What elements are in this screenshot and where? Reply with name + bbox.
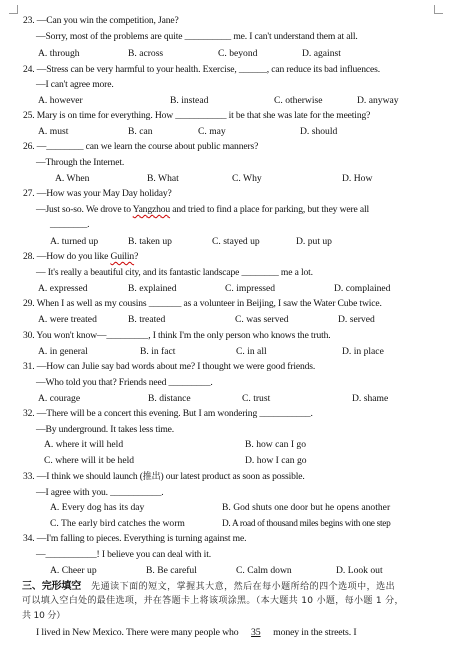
question-27-stem: 27. —How was your May Day holiday? bbox=[23, 188, 172, 199]
q32-option-b[interactable]: B. how can I go bbox=[245, 439, 307, 450]
q29-option-d[interactable]: D. served bbox=[338, 314, 375, 325]
q24-option-c[interactable]: C. otherwise bbox=[274, 95, 323, 106]
place-name-yangzhou: Yangzhou bbox=[132, 204, 171, 215]
q24-option-b[interactable]: B. instead bbox=[170, 95, 209, 106]
q27-option-a[interactable]: A. turned up bbox=[50, 236, 99, 247]
q26-option-b[interactable]: B. What bbox=[147, 173, 179, 184]
q33-option-d[interactable]: D. A road of thousand miles begins with one step bbox=[222, 519, 391, 529]
section-3-instruction-2: 可以填入空白处的最佳选项，并在答题卡上将该项涂黑。（本大题共 10 小题，每小题 1 分， bbox=[22, 596, 404, 606]
q32-option-c[interactable]: C. where will it be held bbox=[44, 455, 135, 466]
q33-option-a[interactable]: A. Every dog has its day bbox=[50, 502, 145, 513]
q26-option-d[interactable]: D. How bbox=[342, 173, 373, 184]
question-31-stem: 31. —How can Julie say bad words about me? I thought we were good friends. bbox=[23, 361, 316, 372]
question-31-reply: —Who told you that? Friends need _________. bbox=[36, 377, 213, 388]
q27-option-b[interactable]: B. taken up bbox=[128, 236, 172, 247]
q26-option-c[interactable]: C. Why bbox=[232, 173, 262, 184]
q31-option-b[interactable]: B. distance bbox=[148, 393, 191, 404]
q32-option-a[interactable]: A. where it will held bbox=[44, 439, 124, 450]
q30-option-c[interactable]: C. in all bbox=[236, 346, 267, 357]
q26-option-a[interactable]: A. When bbox=[55, 173, 90, 184]
q27-option-d[interactable]: D. put up bbox=[296, 236, 332, 247]
question-24-reply: —I can't agree more. bbox=[36, 79, 114, 90]
question-26-reply: —Through the Internet. bbox=[36, 157, 125, 168]
question-34-stem: 34. —I'm falling to pieces. Everything is turning against me. bbox=[23, 533, 247, 544]
question-25-stem: 25. Mary is on time for everything. How ___________ it be that she was late for the meeting? bbox=[23, 110, 371, 121]
question-28-reply: — It's really a beautiful city, and its fantastic landscape ________ me a lot. bbox=[36, 267, 313, 278]
q29-option-a[interactable]: A. were treated bbox=[38, 314, 97, 325]
question-24-stem: 24. —Stress can be very harmful to your health. Exercise, ______, can reduce its bad influences. bbox=[23, 64, 380, 75]
q32-option-d[interactable]: D. how I can go bbox=[245, 455, 307, 466]
question-23-stem: 23. —Can you win the competition, Jane? bbox=[23, 15, 179, 26]
q28-option-a[interactable]: A. expressed bbox=[38, 283, 88, 294]
section-3-header bbox=[22, 580, 395, 594]
q28-option-d[interactable]: D. complained bbox=[334, 283, 391, 294]
crop-mark-right bbox=[434, 5, 443, 14]
q23-option-d[interactable]: D. against bbox=[302, 48, 341, 59]
q24-option-d[interactable]: D. anyway bbox=[357, 95, 399, 106]
question-32-stem: 32. —There will be a concert this evening. But I am wondering ___________. bbox=[23, 408, 313, 419]
question-23-reply: —Sorry, most of the problems are quite __________ me. I can't understand them at all. bbox=[36, 31, 358, 42]
q30-option-a[interactable]: A. in general bbox=[38, 346, 88, 357]
q31-option-d[interactable]: D. shame bbox=[352, 393, 389, 404]
q24-option-a[interactable]: A. however bbox=[38, 95, 83, 106]
q25-option-d[interactable]: D. should bbox=[300, 126, 338, 137]
q34-option-d[interactable]: D. Look out bbox=[336, 565, 383, 576]
question-28-stem: 28. —How do you like Guilin? bbox=[23, 251, 139, 262]
q25-option-b[interactable]: B. can bbox=[128, 126, 153, 137]
q31-option-c[interactable]: C. trust bbox=[242, 393, 271, 404]
q34-option-c[interactable]: C. Calm down bbox=[236, 565, 292, 576]
q25-option-a[interactable]: A. must bbox=[38, 126, 69, 137]
q33-option-c[interactable]: C. The early bird catches the worm bbox=[50, 518, 185, 529]
q30-option-d[interactable]: D. in place bbox=[342, 346, 384, 357]
q23-option-c[interactable]: C. beyond bbox=[218, 48, 258, 59]
question-26-stem: 26. —________ can we learn the course about public manners? bbox=[23, 141, 259, 152]
q27-option-c[interactable]: C. stayed up bbox=[212, 236, 260, 247]
question-27-reply-cont: ________. bbox=[50, 219, 90, 230]
q29-option-b[interactable]: B. treated bbox=[128, 314, 166, 325]
question-32-reply: —By underground. It takes less time. bbox=[36, 424, 175, 435]
q25-option-c[interactable]: C. may bbox=[198, 126, 226, 137]
q23-option-a[interactable]: A. through bbox=[38, 48, 80, 59]
q33-option-b[interactable]: B. God shuts one door but he opens another bbox=[222, 502, 391, 513]
q28-option-b[interactable]: B. explained bbox=[128, 283, 177, 294]
passage-line-1: I lived in New Mexico. There were many people who 35 money in the streets. I bbox=[36, 627, 357, 638]
section-3-title: 三、完形填空 bbox=[22, 581, 82, 592]
q23-option-b[interactable]: B. across bbox=[128, 48, 164, 59]
section-3-instruction-3: 共 10 分） bbox=[22, 611, 66, 621]
q31-option-a[interactable]: A. courage bbox=[38, 393, 81, 404]
q28-option-c[interactable]: C. impressed bbox=[225, 283, 276, 294]
crop-mark-left bbox=[9, 5, 18, 14]
q29-option-c[interactable]: C. was served bbox=[235, 314, 289, 325]
blank-35[interactable]: 35 bbox=[251, 627, 261, 638]
question-33-reply: —I agree with you. ___________. bbox=[36, 487, 164, 498]
q30-option-b[interactable]: B. in fact bbox=[140, 346, 176, 357]
question-33-stem: 33. —I think we should launch (推出) our latest product as soon as possible. bbox=[23, 471, 305, 482]
section-3-instruction-1: 先通读下面的短文，掌握其大意，然后在每小题所给的四个选项中，选出 bbox=[91, 582, 396, 592]
q34-option-a[interactable]: A. Cheer up bbox=[50, 565, 97, 576]
question-27-reply: —Just so-so. We drove to Yangzhou and tried to find a place for parking, but they were all bbox=[36, 204, 370, 215]
question-30-stem: 30. You won't know—_________, I think I'm the only person who knows the truth. bbox=[23, 330, 331, 341]
question-29-stem: 29. When I as well as my cousins _______ as a volunteer in Beijing, I saw the Water Cube twice. bbox=[23, 298, 382, 309]
q34-option-b[interactable]: B. Be careful bbox=[146, 565, 197, 576]
question-34-reply: —___________! I believe you can deal with it. bbox=[36, 549, 211, 560]
place-name-guilin: Guilin bbox=[110, 251, 135, 262]
